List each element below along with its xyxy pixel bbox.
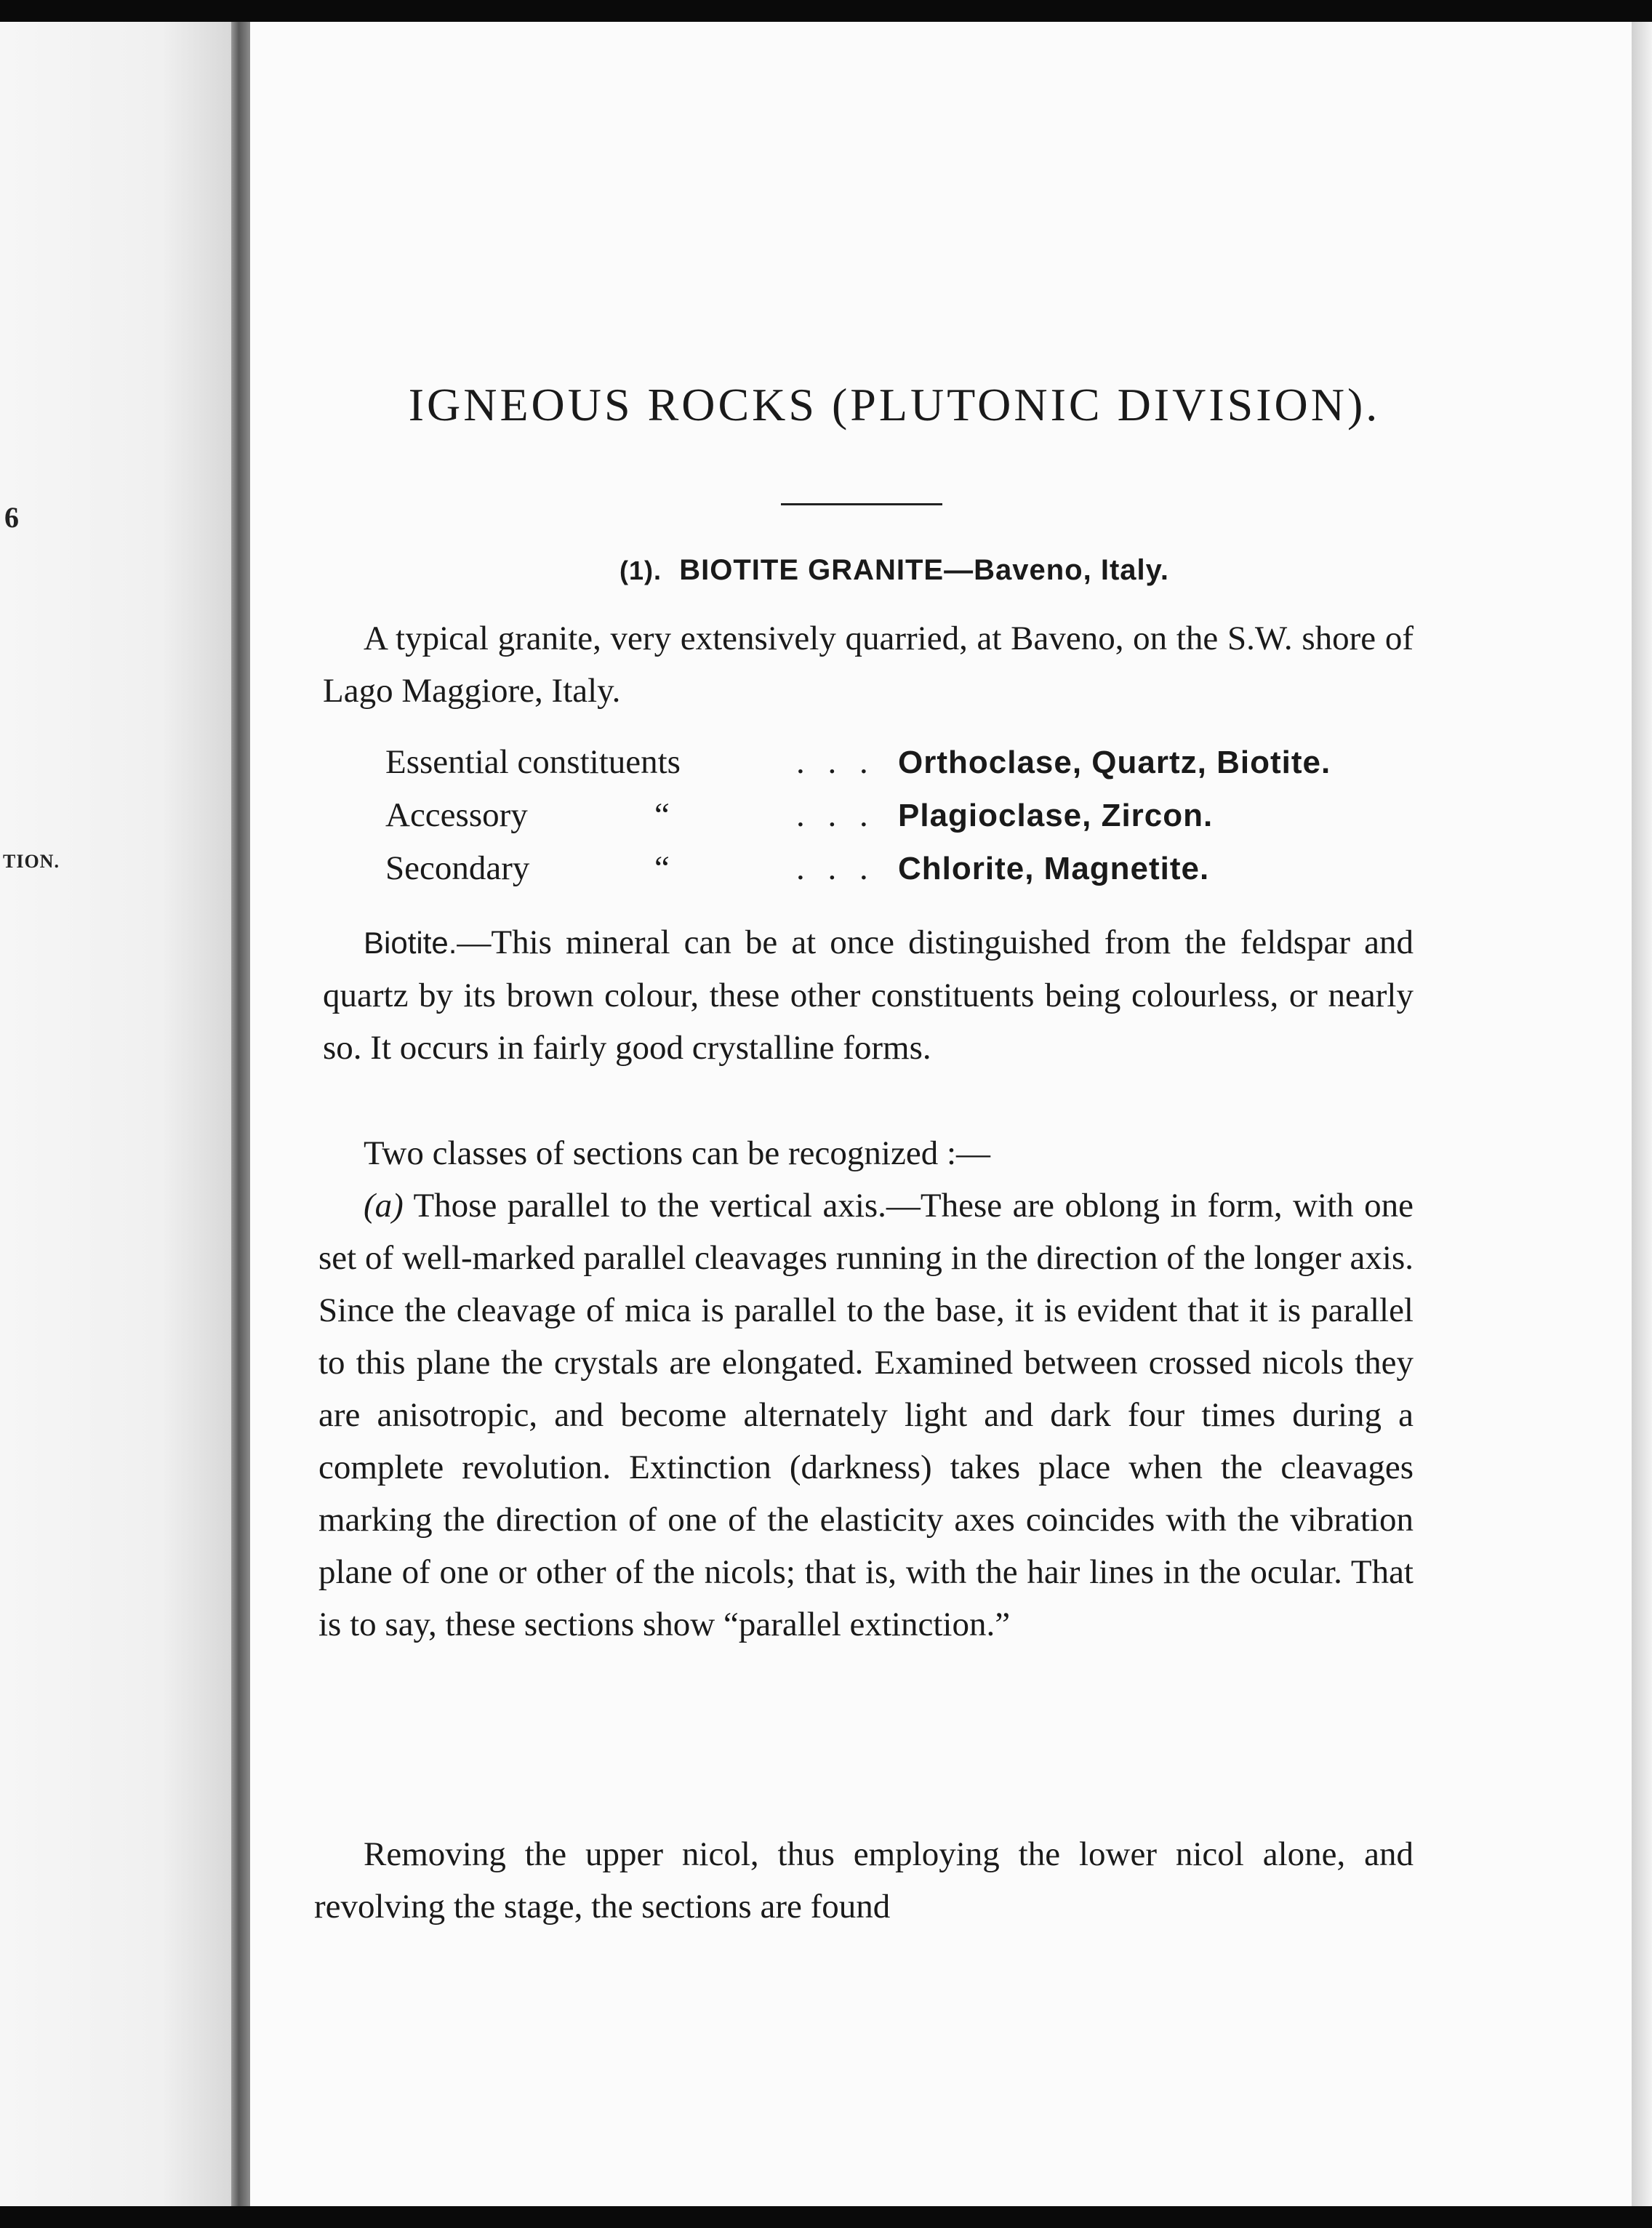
ditto-mark [654,736,771,788]
constituents-table [385,736,1476,895]
constituent-value: Orthoclase, Quartz, Biotite. [898,745,1331,780]
leader-dots: . . . [796,796,875,834]
specimen-locality: Baveno, Italy. [974,554,1170,586]
biotite-term: Biotite. [364,926,457,960]
specimen-dash: — [944,554,974,586]
left-page-fragment-heading: TION. [3,851,60,872]
removing-paragraph: Removing the upper nicol, thus employing the lower nicol alone, and revolving the stage, the sections are found [314,1835,1414,1926]
book-gutter [231,22,250,2206]
ditto-mark: “ [654,796,670,834]
constituent-row-accessory [385,789,1476,842]
left-page [0,22,231,2206]
scan-border-top [0,0,1652,22]
scan-border-bottom [0,2206,1652,2228]
specimen-number: (1). [619,556,662,585]
ditto-mark: “ [654,849,670,887]
constituent-value: Chlorite, Magnetite. [898,851,1210,886]
constituent-label: Accessory [385,796,528,834]
left-page-fragment-number: 6 [4,501,19,534]
section-a-label: (a) [364,1187,404,1225]
classes-intro: Two classes of sections can be recognized :— [364,1134,990,1172]
section-a-paragraph [318,1179,1414,1651]
specimen-name: BIOTITE GRANITE [679,554,945,586]
constituent-label: Essential constituents [385,743,681,781]
constituent-row-essential [385,736,1476,789]
page-title: IGNEOUS ROCKS (PLUTONIC DIVISION). [408,379,1381,430]
leader-dots: . . . [796,743,875,781]
biotite-paragraph [323,916,1414,1074]
section-a-text: Those parallel to the vertical axis.—These are oblong in form, with one set of well-marked parallel cleavages running in the direction of the longer axis. Since the cleavage of mica is parallel to the base, it is evident that it is parallel to this plane the crystals are elongated. Examined between crossed nicols they are anisotropic, and become alternately light and dark four times during a complete revolution. Extinction (darkness) takes place when the cleavages marking the direction of one of the elasticity axes coincides with the vibration plane of one or other of the nicols; that is, with the hair lines in the ocular. That is to say, these sections show “parallel extinction.” [318,1187,1414,1643]
specimen-heading [313,554,1476,587]
constituent-row-secondary [385,842,1476,895]
leader-dots: . . . [796,849,875,887]
constituent-label: Secondary [385,849,530,887]
constituent-value: Plagioclase, Zircon. [898,798,1214,833]
biotite-text: —This mineral can be at once distinguished from the feldspar and quartz by its brown colour, these other constituents being colourless, or nearly so. It occurs in fairly good crystalline forms. [323,923,1414,1067]
page-edge [1632,22,1652,2206]
title-rule [781,503,942,505]
intro-paragraph: A typical granite, very extensively quarried, at Baveno, on the S.W. shore of Lago Maggiore, Italy. [323,620,1414,710]
